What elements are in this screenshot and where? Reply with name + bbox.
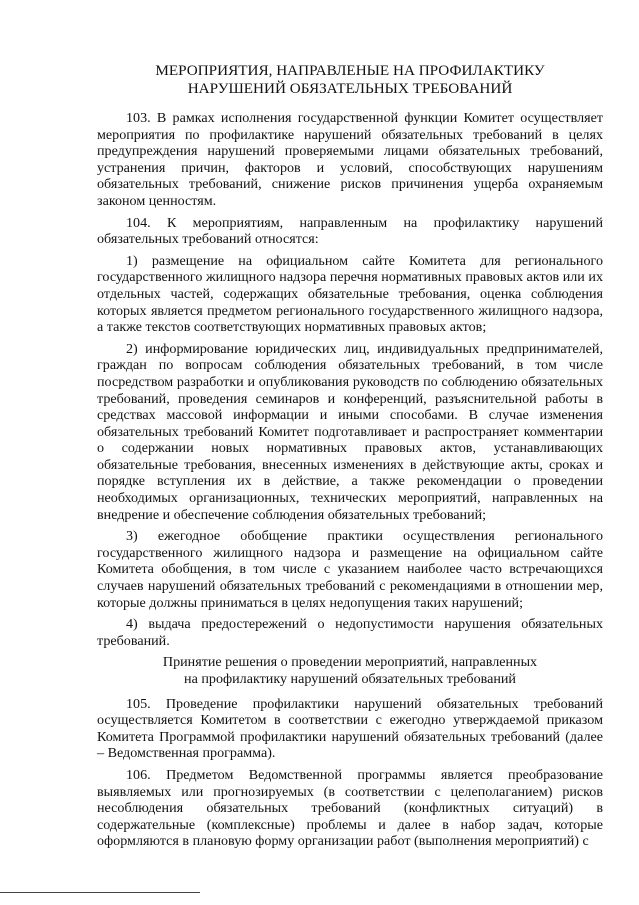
subsection-title-line: на профилактику нарушений обязательных требований: [184, 671, 516, 687]
list-item-2: 2) информирование юридических лиц, индивидуальных предпринимателей, граждан по вопросам соблюдения обязательных требований, в том числе посредством разработки и опубликования руководств по соблюдению обязательных требований, проведения семинаров и конференций, разъяснительной работы в средствах массовой информации и иными способами. В случае изменения обязательных требований Комитет подготавливает и распространяет комментарии о содержании новых нормативных правовых актов, устанавливающих обязательные требования, внесенных изменениях в действующие акты, сроках и порядке вступления их в действие, а также рекомендации о проведении необходимых организационных, технических мероприятий, направленных на внедрение и обеспечение соблюдения обязательных требований;: [97, 340, 603, 523]
section-title-line: МЕРОПРИЯТИЯ, НАПРАВЛЕНЫЕ НА ПРОФИЛАКТИКУ: [155, 62, 545, 79]
list-item-3: 3) ежегодное обобщение практики осуществления регионального государственного жилищного надзора и размещение на официальном сайте Комитета обобщения, в том числе с указанием наиболее часто встречающихся случаев нарушений обязательных требований с рекомендациями в отношении мер, которые должны приниматься в целях недопущения таких нарушений;: [97, 528, 603, 611]
list-item-4: 4) выдача предостережений о недопустимости нарушения обязательных требований.: [97, 616, 603, 649]
section-title-line: НАРУШЕНИЙ ОБЯЗАТЕЛЬНЫХ ТРЕБОВАНИЙ: [187, 80, 513, 97]
paragraph-104: 104. К мероприятиям, направленным на профилактику нарушений обязательных требований относятся:: [97, 214, 603, 248]
section-title: [97, 62, 603, 98]
paragraph-106: 106. Предметом Ведомственной программы является преобразование выявляемых или прогнозируемых (в соответствии с целеполаганием) рисков несоблюдения обязательных требований (конфликтных ситуаций) в содержательные (комплексные) проблемы и далее в набор задач, которые оформляются в плановую форму организации работ (выполнения мероприятий) с: [97, 766, 603, 850]
list-item-1: 1) размещение на официальном сайте Комитета для регионального государственного жилищного надзора перечня нормативных правовых актов или их отдельных частей, содержащих обязательные требования, оценка соблюдения которых является предметом регионального государственного жилищного надзора, а также текстов соответствующих нормативных правовых актов;: [97, 252, 603, 336]
subsection-title: [97, 654, 603, 687]
paragraph-105: 105. Проведение профилактики нарушений обязательных требований осуществляется Комитетом в соответствии с ежегодно утверждаемой приказом Комитета Программой профилактики нарушений обязательных требований (далее – Ведомственная программа).: [97, 695, 603, 762]
subsection-title-line: Принятие решения о проведении мероприятий, направленных: [162, 654, 538, 671]
paragraph-103: 103. В рамках исполнения государственной функции Комитет осуществляет мероприятия по профилактике нарушений обязательных требований в целях предупреждения нарушений проверяемыми лицами обязательных требований, устранения причин, факторов и условий, способствующих нарушениям обязательных требований, снижение рисков причинения ущерба охраняемым законом ценностям.: [97, 110, 603, 209]
footnote-rule: [0, 892, 200, 893]
